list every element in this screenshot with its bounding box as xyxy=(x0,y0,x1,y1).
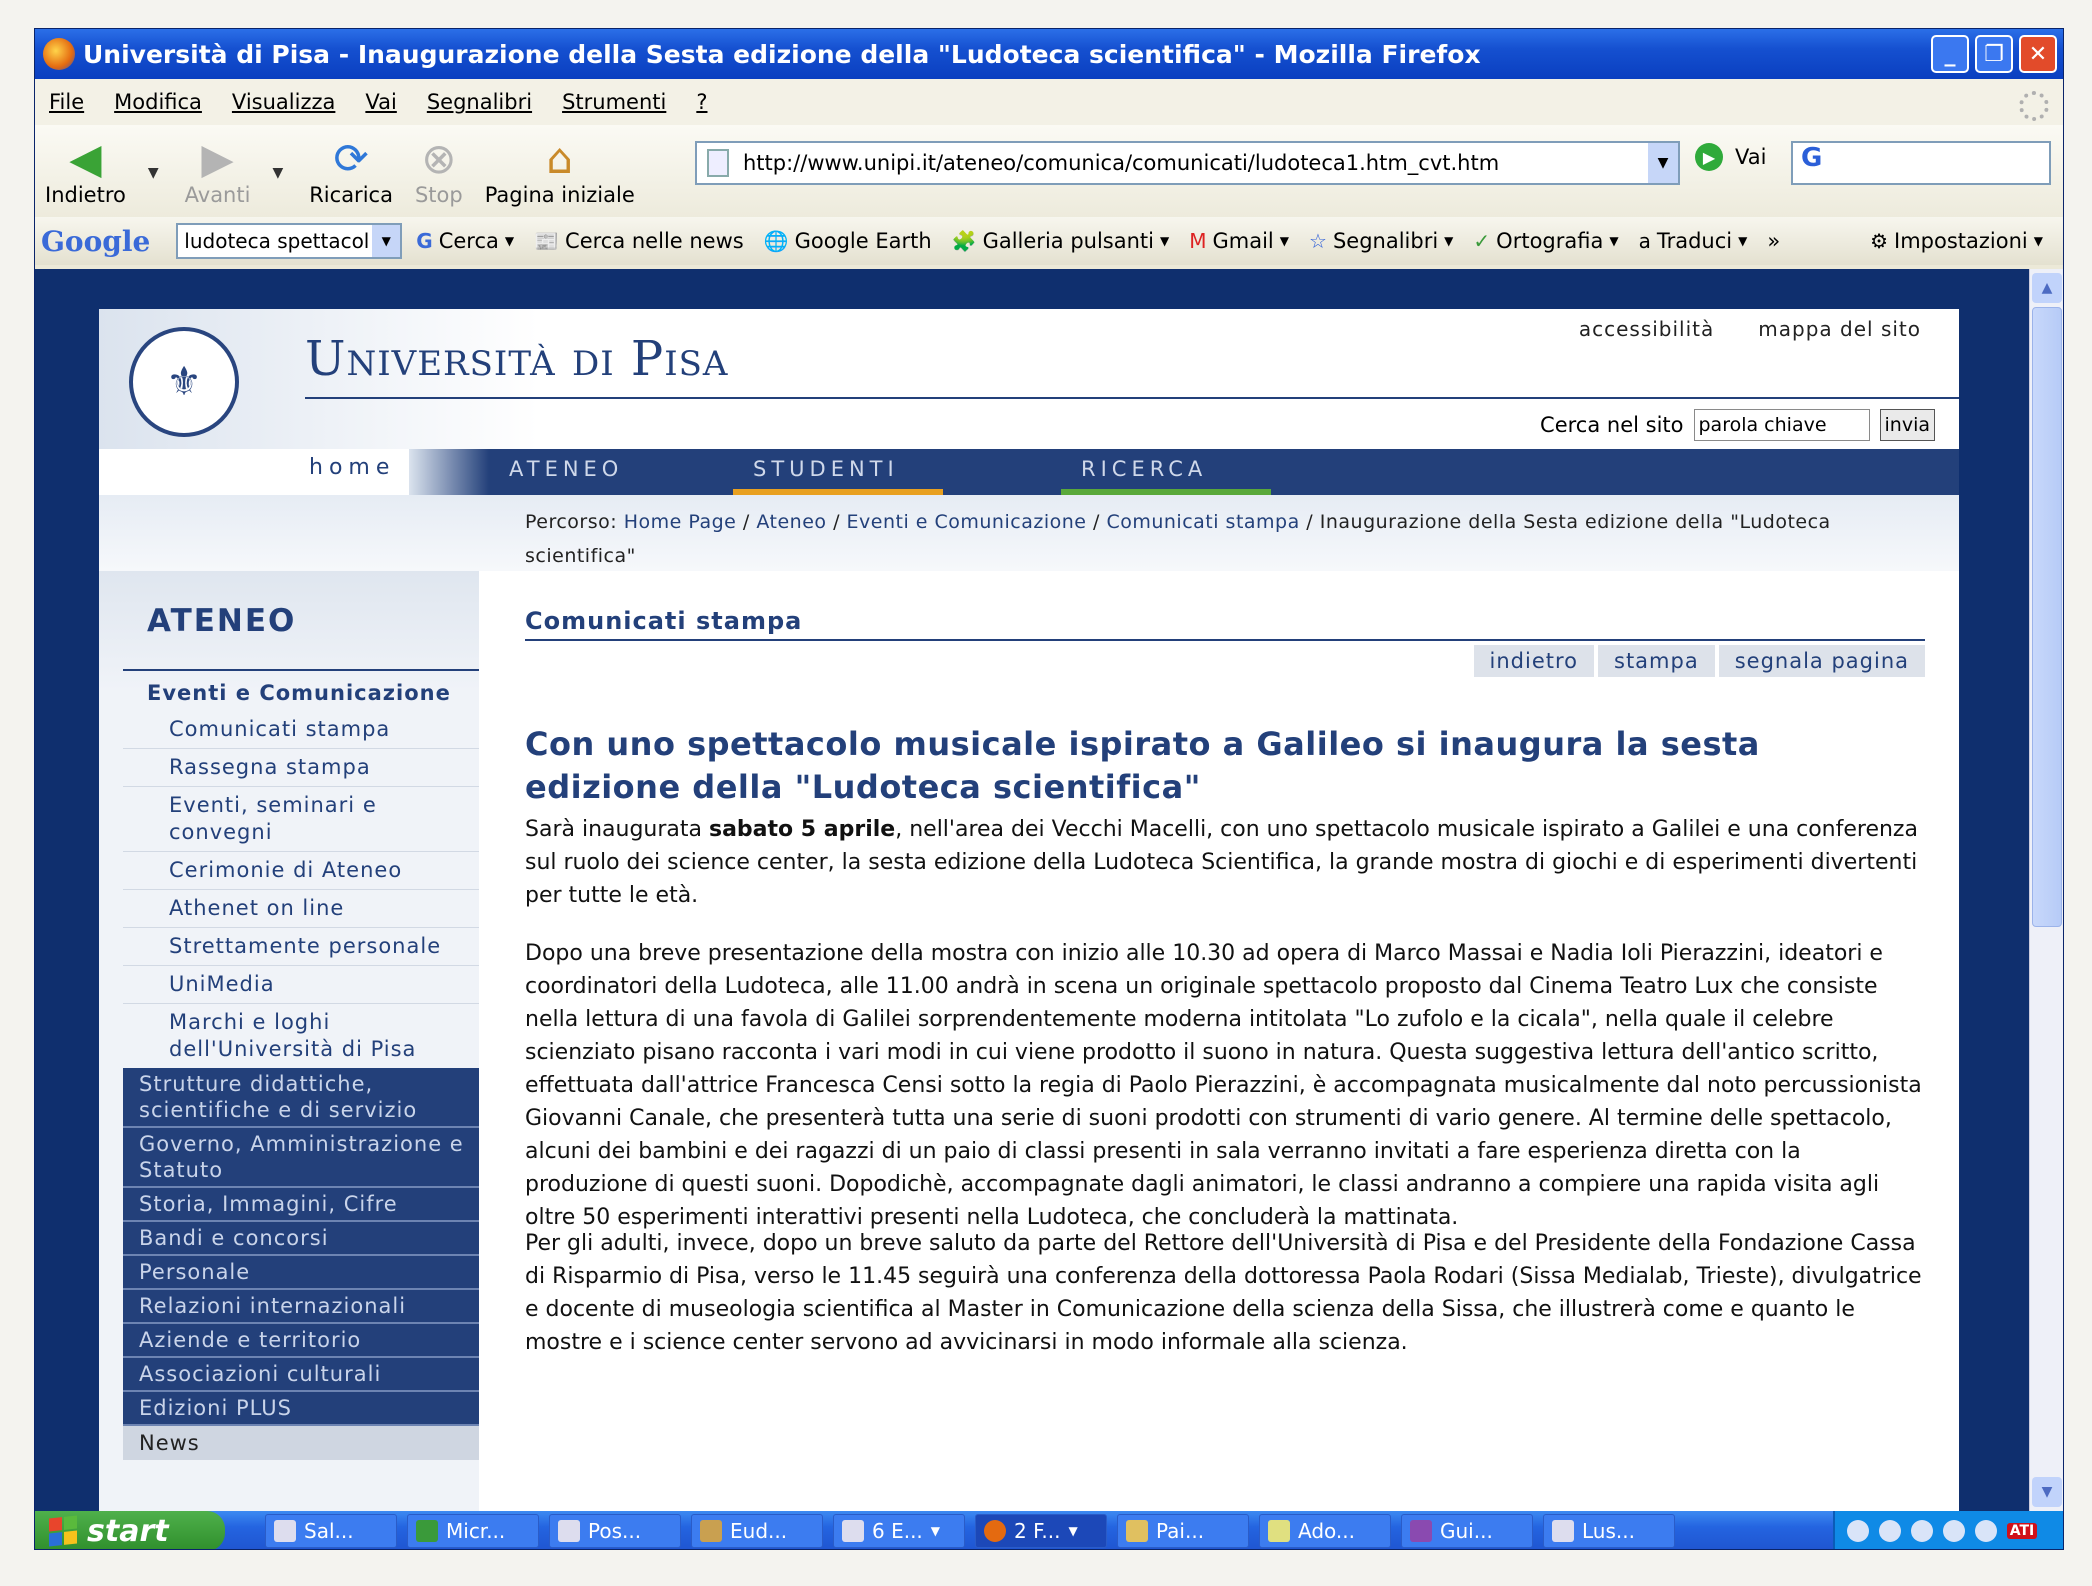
section-title: Comunicati stampa xyxy=(525,607,803,635)
forward-button[interactable]: ▶ Avanti xyxy=(184,133,251,207)
google-search-box[interactable]: G xyxy=(1791,141,2051,185)
firefox-icon xyxy=(984,1520,1006,1542)
taskbar xyxy=(35,1511,2063,1550)
main-nav xyxy=(409,449,1959,495)
sidebar-item-storia[interactable]: Storia, Immagini, Cifre xyxy=(123,1188,479,1222)
sidebar-menu xyxy=(123,671,479,1460)
section-divider xyxy=(525,639,1925,641)
menu-visualizza[interactable]: Visualizza xyxy=(231,90,336,114)
site-title: Università di Pisa xyxy=(305,331,729,387)
taskbar-item[interactable]: Gui... xyxy=(1401,1514,1533,1548)
tray-volume-icon[interactable] xyxy=(1975,1520,1997,1542)
taskbar-item[interactable]: 6 E... ▼ xyxy=(833,1514,965,1548)
news-search-button[interactable]: 📰 Cerca nelle news xyxy=(534,229,744,253)
tab-ricerca[interactable]: RICERCA xyxy=(1061,449,1271,495)
scroll-down-icon[interactable]: ▼ xyxy=(2032,1477,2062,1507)
app-icon xyxy=(274,1520,296,1542)
start-button[interactable]: start xyxy=(35,1511,225,1550)
back-arrow-icon: ◀ xyxy=(69,133,102,183)
eudora-icon xyxy=(700,1520,722,1542)
university-seal-logo: ⚜ xyxy=(129,327,239,437)
menu-strumenti[interactable]: Strumenti xyxy=(562,90,667,114)
home-button[interactable]: ⌂ Pagina iniziale xyxy=(484,133,635,207)
nav-fade xyxy=(409,449,489,495)
menu-modifica[interactable]: Modifica xyxy=(114,90,202,114)
star-icon: ☆ xyxy=(1309,229,1327,253)
spellcheck-button[interactable]: ✓ Ortografia ▼ xyxy=(1473,229,1619,253)
header-divider xyxy=(305,397,1959,399)
settings-icon: ⚙ xyxy=(1870,229,1889,253)
paint-icon xyxy=(1126,1520,1148,1542)
back-dropdown-icon[interactable]: ▼ xyxy=(147,165,159,181)
scroll-up-icon[interactable]: ▲ xyxy=(2032,273,2062,303)
breadcrumb-comunicati[interactable]: Comunicati stampa xyxy=(1106,511,1300,533)
back-link[interactable]: indietro xyxy=(1474,645,1594,677)
breadcrumb: Percorso: Home Page / Ateneo / Eventi e Comunicazione / Comunicati stampa / Inaugurazione della Sesta edizione della "Ludoteca scientifica" xyxy=(99,495,1959,571)
sidebar-item-personale[interactable]: Personale xyxy=(123,1256,479,1290)
google-logo: Google xyxy=(41,224,151,258)
forward-dropdown-icon[interactable]: ▼ xyxy=(272,165,284,181)
taskbar-item[interactable]: Lus... xyxy=(1543,1514,1675,1548)
reload-icon: ⟳ xyxy=(333,133,369,183)
taskbar-item[interactable]: Ado... xyxy=(1259,1514,1391,1548)
search-input[interactable] xyxy=(1694,409,1870,441)
sidebar-item-marchi[interactable]: Marchi e loghi dell'Università di Pisa xyxy=(169,1010,417,1061)
button-gallery-button[interactable]: 🧩 Galleria pulsanti ▼ xyxy=(951,229,1170,253)
window-title: Università di Pisa - Inaugurazione della Sesta edizione della "Ludoteca scientifica" - Mozilla Firefox xyxy=(83,39,1481,69)
sidebar-item-athenet[interactable]: Athenet on line xyxy=(123,890,479,928)
browser-window xyxy=(34,28,2064,1550)
menu-file[interactable]: File xyxy=(49,90,85,114)
windows-logo-icon xyxy=(49,1516,77,1547)
top-links xyxy=(1579,317,1921,341)
throbber-icon xyxy=(2019,91,2049,121)
sidebar-item-unimedia[interactable]: UniMedia xyxy=(123,966,479,1004)
google-cerca-button[interactable]: G Cerca ▼ xyxy=(416,229,515,253)
query-dropdown-icon[interactable]: ▼ xyxy=(372,225,400,257)
google-query-input[interactable]: ludoteca spettacol ▼ xyxy=(176,223,402,259)
news-icon: 📰 xyxy=(534,229,560,253)
sidebar-item-strutture[interactable]: Strutture didattiche, scientifiche e di servizio xyxy=(123,1068,479,1128)
tray-chevron-icon[interactable] xyxy=(1847,1520,1869,1542)
google-earth-button[interactable]: 🌐 Google Earth xyxy=(763,229,932,253)
taskbar-item-firefox[interactable]: 2 F... ▼ xyxy=(975,1514,1107,1548)
mail-icon xyxy=(558,1520,580,1542)
window-group-icon xyxy=(842,1520,864,1542)
gmail-icon: M xyxy=(1189,229,1207,253)
sidebar-item-relazioni[interactable]: Relazioni internazionali xyxy=(123,1290,479,1324)
menu-segnalibri[interactable]: Segnalibri xyxy=(426,90,533,114)
sidebar-item-edizioni[interactable]: Edizioni PLUS xyxy=(123,1392,479,1426)
close-button[interactable]: ✕ xyxy=(2019,35,2057,73)
sidebar-item-rassegna[interactable]: Rassegna stampa xyxy=(123,749,479,787)
title-bar[interactable] xyxy=(35,29,2063,79)
breadcrumb-current: Inaugurazione della Sesta edizione della "Ludoteca scientifica" xyxy=(525,511,1831,567)
network-icon xyxy=(1552,1520,1574,1542)
sidebar-item-news[interactable]: News xyxy=(123,1426,479,1460)
menu-help[interactable]: ? xyxy=(696,90,708,114)
gallery-icon: 🧩 xyxy=(951,229,977,253)
settings-button[interactable]: ⚙ Impostazioni ▼ xyxy=(1870,229,2043,253)
share-link[interactable]: segnala pagina xyxy=(1719,645,1925,677)
menu-vai[interactable]: Vai xyxy=(365,90,397,114)
globe-icon: 🌐 xyxy=(763,229,789,253)
sidebar-item-comunicati[interactable]: Comunicati stampa xyxy=(123,711,479,749)
url-dropdown-icon[interactable]: ▼ xyxy=(1648,143,1678,183)
search-label: Cerca nel sito xyxy=(1540,413,1684,437)
tray-security-icon[interactable] xyxy=(1911,1520,1933,1542)
book-icon xyxy=(1410,1520,1432,1542)
taskbar-item[interactable]: Eud... xyxy=(691,1514,823,1548)
article-headline: Con uno spettacolo musicale ispirato a Galileo si inaugura la sesta edizione della "Ludoteca scientifica" xyxy=(525,725,1760,806)
back-button[interactable]: ◀ Indietro xyxy=(45,133,126,207)
tab-studenti[interactable]: STUDENTI xyxy=(733,449,943,495)
breadcrumb-label: Percorso: xyxy=(525,511,618,533)
accessibility-link[interactable]: accessibilità xyxy=(1578,317,1715,341)
gmail-button[interactable]: M Gmail ▼ xyxy=(1189,229,1289,253)
sitemap-link[interactable]: mappa del sito xyxy=(1758,317,1921,341)
web-page xyxy=(99,309,1959,1511)
minimize-button[interactable]: _ xyxy=(1931,35,1969,73)
translate-button[interactable]: a Traduci ▼ xyxy=(1638,229,1748,253)
adobe-icon xyxy=(1268,1520,1290,1542)
reload-button[interactable]: ⟳ Ricarica xyxy=(309,133,393,207)
stop-icon: ⊗ xyxy=(421,133,457,183)
tray-display-icon[interactable] xyxy=(1943,1520,1965,1542)
translate-icon: a xyxy=(1638,229,1651,253)
go-button[interactable]: ▶ Vai xyxy=(1695,143,1766,171)
sidebar-item-cerimonie[interactable]: Cerimonie di Ateneo xyxy=(123,852,479,890)
page-viewport xyxy=(35,269,2031,1511)
sidebar-item-governo[interactable]: Governo, Amministrazione e Statuto xyxy=(123,1128,479,1188)
article-paragraph-3: Per gli adulti, invece, dopo un breve saluto da parte del Rettore dell'Università di Pisa e del Presidente della Fondazione Cassa di Risparmio di Pisa, verso le 11.45 seguirà una conferenza della dottoressa Paola Rodari (Sissa Medialab, Trieste), divulgatrice e docente di museologia scientifica al Master in Comunicazione della scienza della Sissa, che illustrerà come e quanto le mostre e i science center servono ad avvicinarsi in modo informale alla scienza. xyxy=(525,1231,1922,1355)
stop-button[interactable]: ⊗ Stop xyxy=(414,133,463,207)
google-toolbar xyxy=(35,217,2063,265)
home-link[interactable]: home xyxy=(309,455,396,480)
sidebar-item-strettamente[interactable]: Strettamente personale xyxy=(123,928,479,966)
home-icon: ⌂ xyxy=(546,133,574,183)
excel-icon xyxy=(416,1520,438,1542)
spellcheck-icon: ✓ xyxy=(1473,229,1491,253)
breadcrumb-home[interactable]: Home Page xyxy=(623,511,737,533)
taskbar-item[interactable]: Micr... xyxy=(407,1514,539,1548)
google-g-icon: G xyxy=(416,229,433,253)
system-tray xyxy=(1833,1511,2063,1550)
sidebar-heading: ATENEO xyxy=(147,603,297,639)
search-submit-button[interactable]: invia xyxy=(1880,409,1936,441)
tray-network-icon[interactable] xyxy=(1879,1520,1901,1542)
page-tools xyxy=(1474,645,1925,677)
ati-tray-icon[interactable]: ATI xyxy=(2007,1523,2037,1539)
sidebar-section-eventi[interactable]: Eventi e Comunicazione xyxy=(147,681,451,705)
firefox-icon xyxy=(43,38,75,70)
tab-ateneo[interactable]: ATENEO xyxy=(489,449,733,495)
vertical-scrollbar[interactable] xyxy=(2029,269,2063,1511)
more-chevron-icon[interactable]: » xyxy=(1767,229,1781,253)
url-bar[interactable] xyxy=(695,141,1680,185)
menu-bar xyxy=(35,79,2063,125)
sidebar-item-bandi[interactable]: Bandi e concorsi xyxy=(123,1222,479,1256)
taskbar-item[interactable]: Sal... xyxy=(265,1514,397,1548)
url-text: http://www.unipi.it/ateneo/comunica/comunicati/ludoteca1.htm_cvt.htm xyxy=(743,151,1500,175)
scroll-thumb[interactable] xyxy=(2032,307,2062,927)
article-paragraph-2: Dopo una breve presentazione della mostra con inizio alle 10.30 ad opera di Marco Massai e Nadia Ioli Pierazzini, ideatori e coordinatori della Ludoteca, alle 11.00 andrà in scena un originale spettacolo proposto dal Cinema Teatro Lux che consiste nella lettura di una favola di Galilei sorprendentemente moderna intitolata "Lo zufolo e la cicala", nella quale il celebre scienziato pisano racconta i vari modi in cui viene prodotto il suono in natura. Questa suggestiva lettura dell'antico scritto, effettuata dall'attrice Francesca Censi sotto la regia di Paolo Pierazzini, è accompagnata musicalmente dal noto percussionista Giovanni Canale, che presenterà tutta una serie di suoni prodotti con strumenti di vario genere. Al termine delle spettacolo, alcuni dei bambini e dei ragazzi di un paio di classi presenti in sala verranno invitati a fare esperienza diretta con la produzione di questi suoni. Dopodichè, accompagnate dagli animatori, le classi andranno a compiere una rapida visita agli oltre 50 esperimenti interattivi presenti nella Ludoteca, che concluderà la mattinata. xyxy=(525,941,1922,1230)
sidebar-item-aziende[interactable]: Aziende e territorio xyxy=(123,1324,479,1358)
breadcrumb-eventi[interactable]: Eventi e Comunicazione xyxy=(846,511,1087,533)
maximize-button[interactable]: ❐ xyxy=(1975,35,2013,73)
site-search xyxy=(1540,409,1935,441)
bookmarks-button[interactable]: ☆ Segnalibri ▼ xyxy=(1309,229,1454,253)
sidebar xyxy=(99,571,479,1511)
taskbar-item[interactable]: Pai... xyxy=(1117,1514,1249,1548)
taskbar-item[interactable]: Pos... xyxy=(549,1514,681,1548)
article-paragraph-1: Sarà inaugurata sabato 5 aprile, nell'area dei Vecchi Macelli, con uno spettacolo musicale ispirato a Galilei e una conferenza sul ruolo dei science center, la sesta edizione della Ludoteca Scientifica, la grande mostra di giochi e di esperimenti divertenti per tutte le età. xyxy=(525,817,1918,908)
forward-arrow-icon: ▶ xyxy=(201,133,234,183)
sidebar-item-eventi[interactable]: Eventi, seminari e convegni xyxy=(123,787,479,852)
sidebar-item-associazioni[interactable]: Associazioni culturali xyxy=(123,1358,479,1392)
go-icon: ▶ xyxy=(1695,143,1723,171)
print-link[interactable]: stampa xyxy=(1598,645,1715,677)
page-icon xyxy=(707,149,729,177)
breadcrumb-ateneo[interactable]: Ateneo xyxy=(756,511,827,533)
